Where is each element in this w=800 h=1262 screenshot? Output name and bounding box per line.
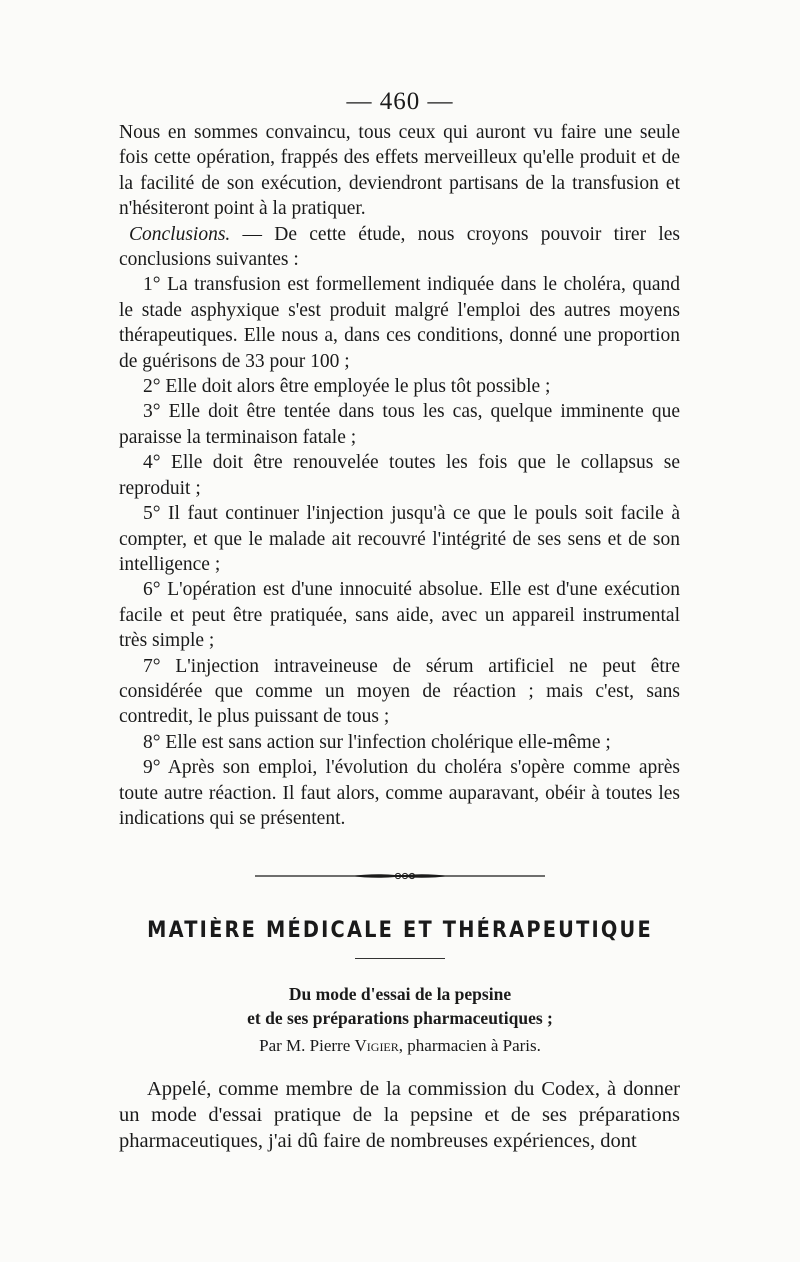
article-title-line-1: Du mode d'essai de la pepsine [288,984,512,1004]
conclusion-item-3: 3° Elle doit être tentée dans tous les cas, quelque imminente que paraisse la terminaison fatale ; [119,401,680,448]
conclusion-text-block [119,120,680,831]
article-title [0,982,800,1030]
conclusions-lead: — De cette étude, nous croyons pouvoir tirer les conclusions suivantes : [119,223,680,271]
byline-prefix: Par M. Pierre [259,1036,355,1055]
intro-paragraph: Nous en sommes convaincu, tous ceux qui auront vu faire une seule fois cette opération, frappés des effets merveilleux qu'elle produit et de la facilité de son exécution, deviendront partisans de la transfusion et n'hésiteront point à la pratiquer. [119,122,680,220]
article-byline [0,1036,800,1056]
section-heading: MATIÈRE MÉDICALE ET THÉRAPEUTIQUE [147,918,653,943]
conclusion-item-2: 2° Elle doit alors être employée le plus tôt possible ; [143,376,551,398]
conclusions-paragraph [119,222,680,273]
conclusions-label: Conclusions. [129,223,231,245]
conclusion-item-8: 8° Elle est sans action sur l'infection cholérique elle-même ; [143,731,611,753]
article-opening-paragraph: Appelé, comme membre de la commission du Codex, à donner un mode d'essai pratique de la pepsine et de ses préparations pharmaceutiques, j'ai dû faire de nombreuses expériences, dont [119,1078,680,1152]
conclusion-item-5: 5° Il faut continuer l'injection jusqu'à ce que le pouls soit facile à compter, et que le malade ait recouvré l'intégrité de ses sens et de son intelligence ; [119,503,680,575]
article-body [119,1076,680,1154]
article-title-line-2: et de ses préparations pharmaceutiques ; [247,1008,553,1028]
ornamental-divider [255,872,545,880]
conclusion-item-4: 4° Elle doit être renouvelée toutes les fois que le collapsus se reproduit ; [119,452,680,499]
conclusion-item-1: 1° La transfusion est formellement indiquée dans le choléra, quand le stade asphyxique s'est produit malgré l'emploi des autres moyens thérapeutiques. Elle nous a, dans ces conditions, donné une proportion de guérisons de 33 pour 100 ; [119,274,680,372]
conclusion-item-9: 9° Après son emploi, l'évolution du choléra s'opère comme après toute autre réaction. Il faut alors, comme auparavant, obéir à toutes les indications qui se présentent. [119,757,680,829]
page-number: — 460 — [346,88,454,115]
byline-suffix: , pharmacien à Paris. [398,1036,541,1055]
section-rule [355,958,445,959]
conclusion-item-6: 6° L'opération est d'une innocuité absolue. Elle est d'une exécution facile et peut être pratiquée, sans aide, avec un appareil instrumental très simple ; [119,579,680,652]
author-name: Vigier [354,1036,399,1055]
conclusion-item-7: 7° L'injection intraveineuse de sérum artificiel ne peut être considérée que comme un moyen de réaction ; mais c'est, sans contredit, le plus puissant de tous ; [119,655,680,728]
